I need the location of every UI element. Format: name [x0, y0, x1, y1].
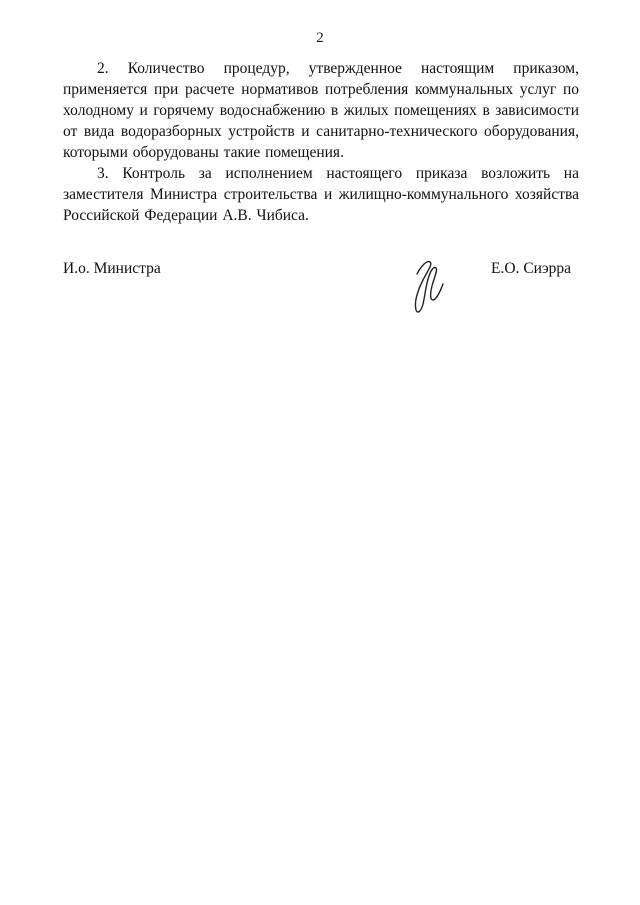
paragraph-2: 2. Количество процедур, утвержденное настоящим приказом, применяется при расчете нормативов потребления коммунальных услуг по холодному и горячему водоснабжению в жилых помещениях в зависимости от вида водоразборных устройств и санитарно-технического оборудования, которыми оборудованы такие помещения.: [63, 60, 579, 161]
signer-name: Е.О. Сиэрра: [491, 260, 571, 277]
paragraph-3: 3. Контроль за исполнением настоящего приказа возложить на заместителя Министра строительства и жилищно-коммунального хозяйства Российской Федерации А.В. Чибиса.: [63, 165, 579, 224]
handwritten-signature-icon: [403, 256, 449, 316]
signature-block: [63, 258, 579, 318]
document-body: [63, 58, 579, 226]
signer-position-title: И.о. Министра: [63, 260, 161, 277]
page-number: 2: [316, 30, 324, 46]
